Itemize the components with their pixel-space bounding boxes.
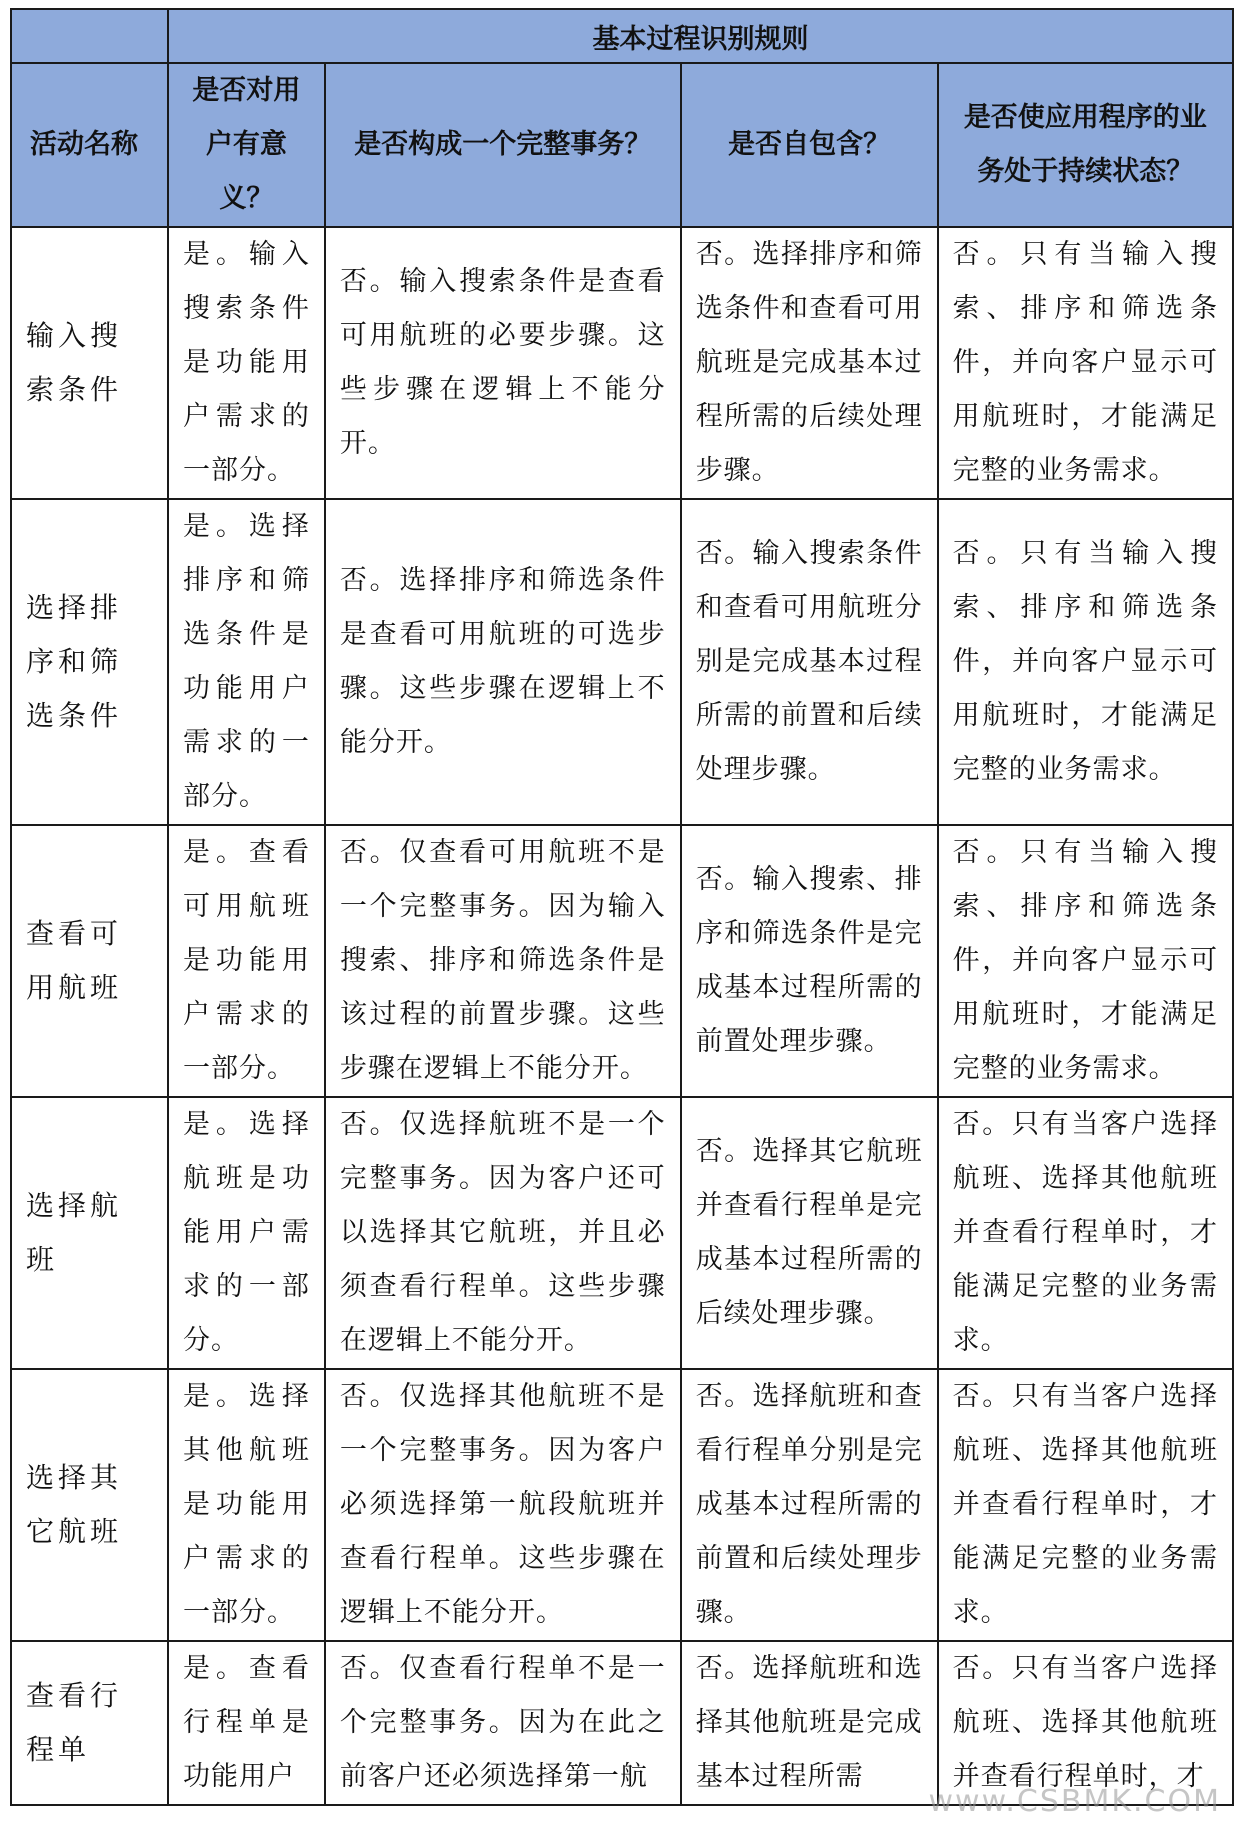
table-row xyxy=(11,1369,1233,1641)
consistent-state-cell: 否。只有当客户选择航班、选择其他航班并查看行程单时，才能满足完整的业务需求。 xyxy=(938,1097,1233,1369)
consistent-state-cell: 否。只有当输入搜索、排序和筛选条件，并向客户显示可用航班时，才能满足完整的业务需求。 xyxy=(938,227,1233,499)
title-row xyxy=(11,9,1233,63)
table-row xyxy=(11,499,1233,825)
complete-cell: 否。仅选择航班不是一个完整事务。因为客户还可以选择其它航班，并且必须查看行程单。这些步骤在逻辑上不能分开。 xyxy=(325,1097,681,1369)
activity-name: 选择其它航班 xyxy=(11,1369,168,1641)
table-row xyxy=(11,1097,1233,1369)
consistent-state-cell: 否。只有当客户选择航班、选择其他航班并查看行程单时，才能满足完整的业务需求。 xyxy=(938,1369,1233,1641)
complete-cell: 否。仅查看可用航班不是一个完整事务。因为输入搜索、排序和筛选条件是该过程的前置步骤。这些步骤在逻辑上不能分开。 xyxy=(325,825,681,1097)
complete-cell: 否。仅查看行程单不是一个完整事务。因为在此之前客户还必须选择第一航 xyxy=(325,1641,681,1805)
complete-cell: 否。仅选择其他航班不是一个完整事务。因为客户必须选择第一航段航班并查看行程单。这些步骤在逻辑上不能分开。 xyxy=(325,1369,681,1641)
table-row xyxy=(11,825,1233,1097)
self-contained-cell: 否。选择排序和筛选条件和查看可用航班是完成基本过程所需的后续处理步骤。 xyxy=(681,227,938,499)
table-title: 基本过程识别规则 xyxy=(168,9,1233,63)
meaningful-cell: 是。选择航班是功能用户需求的一部分。 xyxy=(168,1097,325,1369)
header-self-contained: 是否自包含？ xyxy=(681,63,938,227)
rules-table xyxy=(10,8,1234,1806)
activity-name: 查看可用航班 xyxy=(11,825,168,1097)
consistent-state-cell: 否。只有当输入搜索、排序和筛选条件，并向客户显示可用航班时，才能满足完整的业务需求。 xyxy=(938,499,1233,825)
self-contained-cell: 否。选择其它航班并查看行程单是完成基本过程所需的后续处理步骤。 xyxy=(681,1097,938,1369)
meaningful-cell: 是。查看可用航班是功能用户需求的一部分。 xyxy=(168,825,325,1097)
header-consistent-state: 是否使应用程序的业务处于持续状态？ xyxy=(938,63,1233,227)
table-row xyxy=(11,227,1233,499)
consistent-state-cell: 否。只有当客户选择航班、选择其他航班并查看行程单时，才 xyxy=(938,1641,1233,1805)
meaningful-cell: 是。输入搜索条件是功能用户需求的一部分。 xyxy=(168,227,325,499)
meaningful-cell: 是。查看行程单是功能用户 xyxy=(168,1641,325,1805)
activity-name: 输入搜索条件 xyxy=(11,227,168,499)
header-row xyxy=(11,63,1233,227)
activity-name: 选择排序和筛选条件 xyxy=(11,499,168,825)
watermark: www.CSBMK.COM xyxy=(928,1784,1221,1819)
table-row xyxy=(11,1641,1233,1805)
activity-name: 查看行程单 xyxy=(11,1641,168,1805)
activity-name: 选择航班 xyxy=(11,1097,168,1369)
complete-cell: 否。输入搜索条件是查看可用航班的必要步骤。这些步骤在逻辑上不能分开。 xyxy=(325,227,681,499)
self-contained-cell: 否。选择航班和查看行程单分别是完成基本过程所需的前置和后续处理步骤。 xyxy=(681,1369,938,1641)
meaningful-cell: 是。选择排序和筛选条件是功能用户需求的一部分。 xyxy=(168,499,325,825)
complete-cell: 否。选择排序和筛选条件是查看可用航班的可选步骤。这些步骤在逻辑上不能分开。 xyxy=(325,499,681,825)
self-contained-cell: 否。输入搜索条件和查看可用航班分别是完成基本过程所需的前置和后续处理步骤。 xyxy=(681,499,938,825)
corner-cell xyxy=(11,9,168,63)
self-contained-cell: 否。输入搜索、排序和筛选条件是完成基本过程所需的前置处理步骤。 xyxy=(681,825,938,1097)
consistent-state-cell: 否。只有当输入搜索、排序和筛选条件，并向客户显示可用航班时，才能满足完整的业务需求。 xyxy=(938,825,1233,1097)
header-meaningful: 是否对用户有意义？ xyxy=(168,63,325,227)
header-activity: 活动名称 xyxy=(11,63,168,227)
meaningful-cell: 是。选择其他航班是功能用户需求的一部分。 xyxy=(168,1369,325,1641)
header-complete: 是否构成一个完整事务？ xyxy=(325,63,681,227)
self-contained-cell: 否。选择航班和选择其他航班是完成基本过程所需 xyxy=(681,1641,938,1805)
